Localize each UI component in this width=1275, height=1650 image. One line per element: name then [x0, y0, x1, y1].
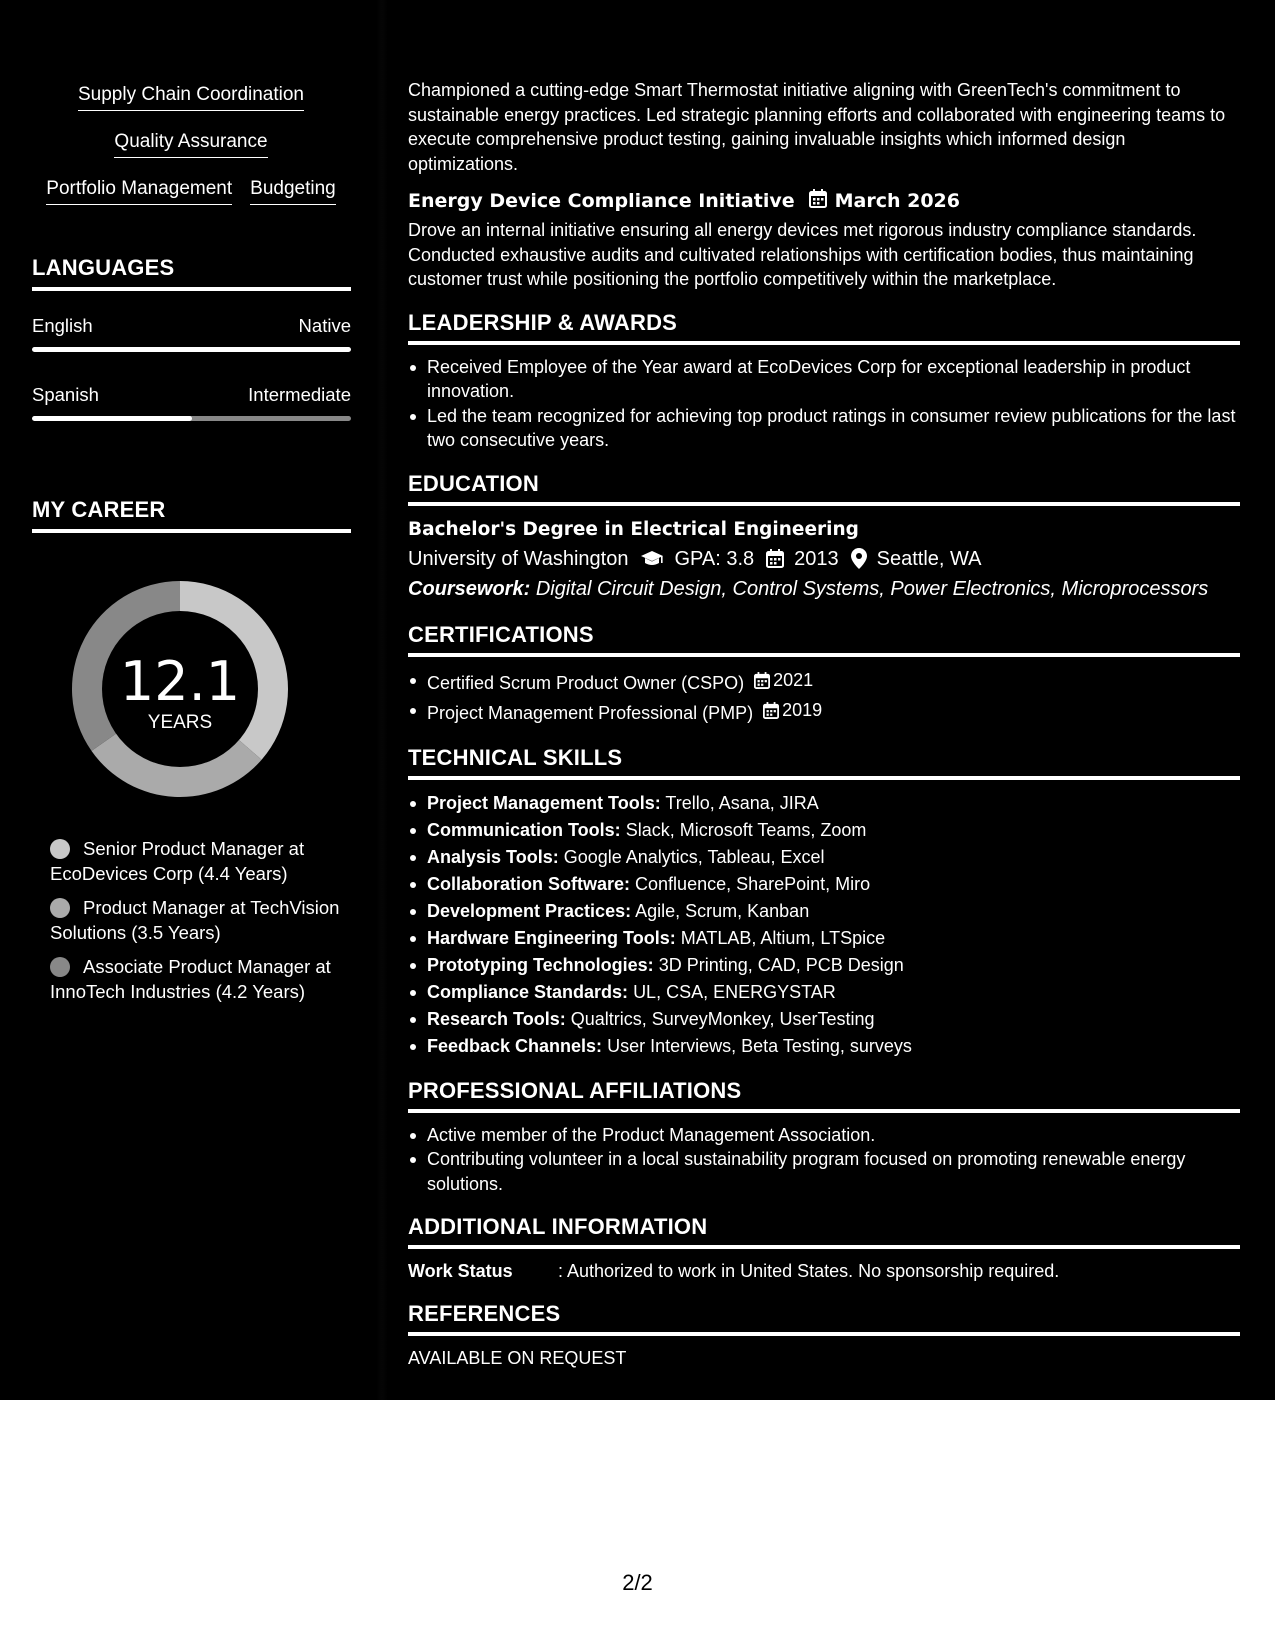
education-location: Seattle, WA	[876, 547, 982, 570]
language-level: Native	[298, 315, 351, 336]
technical-skills-heading: TECHNICAL SKILLS	[408, 745, 1240, 780]
references-text: AVAILABLE ON REQUEST	[408, 1348, 627, 1368]
career-dot-icon	[50, 957, 70, 977]
intro-paragraph: Championed a cutting-edge Smart Thermostat initiative aligning with GreenTech's commitment to sustainable energy practices. Led strategic planning efforts and collaborated with engineering teams to execute comprehensive product testing, gaining invaluable insights which informed design optimizations.	[408, 80, 1226, 174]
certifications-heading: CERTIFICATIONS	[408, 622, 1240, 657]
list-item	[408, 925, 1240, 952]
language-english	[32, 315, 351, 352]
education-degree: Bachelor's Degree in Electrical Engineering	[408, 518, 859, 540]
career-item	[50, 954, 340, 1004]
skill-label: Hardware Engineering Tools:	[427, 927, 676, 948]
skill-tag: Portfolio Management	[46, 178, 232, 205]
certification-year: 2021	[773, 669, 814, 690]
career-item-text: Associate Product Manager at InnoTech Industries (4.2 Years)	[50, 956, 331, 1002]
list-item: Active member of the Product Management Association.	[408, 1123, 1240, 1148]
skill-value: UL, CSA, ENERGYSTAR	[633, 981, 836, 1002]
language-level: Intermediate	[248, 384, 351, 405]
certification-year: 2019	[782, 699, 823, 720]
work-status-value: : Authorized to work in United States. No sponsorship required.	[558, 1261, 1060, 1281]
education-coursework	[408, 574, 1240, 604]
page-number: 2/2	[622, 1570, 653, 1595]
skill-label: Prototyping Technologies:	[427, 954, 654, 975]
list-item: Received Employee of the Year award at EcoDevices Corp for exceptional leadership in product innovation.	[408, 355, 1240, 404]
education-gpa: GPA: 3.8	[674, 547, 755, 570]
map-pin-icon	[851, 548, 867, 569]
leadership-list	[408, 355, 1240, 453]
list-item: Led the team recognized for achieving top product ratings in consumer review publications for the last two consecutive years.	[408, 404, 1240, 453]
main-column	[408, 78, 1240, 1371]
calendar-icon	[754, 672, 770, 689]
skill-value: MATLAB, Altium, LTSpice	[680, 927, 886, 948]
skill-label: Compliance Standards:	[427, 981, 629, 1002]
skill-tag: Supply Chain Coordination	[78, 84, 304, 111]
work-status-row	[408, 1259, 1240, 1283]
list-item	[408, 667, 1240, 697]
list-item	[408, 844, 1240, 871]
project-description: Drove an internal initiative ensuring all energy devices met rigorous industry compliance standards. Conducted exhaustive audits and cultivated relationships with certification bodies, thus maintaining customer trust while positioning the portfolio competitively within the marketplace.	[408, 220, 1197, 289]
skill-row	[32, 84, 350, 111]
skill-value: Confluence, SharePoint, Miro	[635, 873, 871, 894]
career-heading: MY CAREER	[32, 497, 351, 533]
career-list	[50, 836, 340, 1013]
career-total-years: 12.1	[119, 650, 241, 713]
language-proficiency-fill	[32, 347, 351, 352]
skill-row	[32, 131, 350, 158]
career-donut-chart	[65, 574, 295, 804]
list-item	[408, 952, 1240, 979]
career-item-text: Product Manager at TechVision Solutions (3.5 Years)	[50, 897, 340, 943]
skill-label: Collaboration Software:	[427, 873, 631, 894]
career-item	[50, 895, 340, 945]
skill-row	[32, 178, 350, 205]
skill-label: Analysis Tools:	[427, 846, 559, 867]
list-item	[408, 979, 1240, 1006]
certification-name: Certified Scrum Product Owner (CSPO)	[427, 672, 745, 693]
list-item	[408, 898, 1240, 925]
leadership-heading: LEADERSHIP & AWARDS	[408, 310, 1240, 345]
skill-label: Communication Tools:	[427, 819, 621, 840]
sidebar-divider	[376, 0, 388, 1400]
language-name: English	[32, 315, 93, 336]
skill-tag: Budgeting	[250, 178, 336, 205]
skill-value: Qualtrics, SurveyMonkey, UserTesting	[570, 1008, 875, 1029]
project-title: Energy Device Compliance Initiative	[408, 190, 795, 212]
calendar-icon	[766, 549, 784, 568]
references-heading: REFERENCES	[408, 1301, 1240, 1336]
skill-value: Trello, Asana, JIRA	[665, 792, 819, 813]
languages-heading: LANGUAGES	[32, 255, 351, 291]
affiliations-list	[408, 1123, 1240, 1197]
skill-value: Google Analytics, Tableau, Excel	[563, 846, 825, 867]
language-proficiency-bar	[32, 416, 351, 421]
coursework-label: Coursework:	[408, 577, 531, 600]
education-heading: EDUCATION	[408, 471, 1240, 506]
additional-info-heading: ADDITIONAL INFORMATION	[408, 1214, 1240, 1249]
graduation-cap-icon	[640, 550, 664, 568]
certification-name: Project Management Professional (PMP)	[427, 702, 754, 723]
skill-label: Research Tools:	[427, 1008, 566, 1029]
list-item	[408, 1006, 1240, 1033]
education-school: University of Washington	[408, 547, 629, 570]
technical-skills-list	[408, 790, 1240, 1060]
skill-tags	[32, 84, 350, 225]
skill-value: Slack, Microsoft Teams, Zoom	[625, 819, 867, 840]
skill-tag: Quality Assurance	[114, 131, 267, 158]
skill-value: Agile, Scrum, Kanban	[635, 900, 810, 921]
calendar-icon	[809, 189, 827, 213]
language-proficiency-bar	[32, 347, 351, 352]
skill-value: 3D Printing, CAD, PCB Design	[658, 954, 904, 975]
career-years-unit: YEARS	[147, 712, 213, 733]
calendar-icon	[763, 702, 779, 719]
career-item	[50, 836, 340, 886]
language-spanish	[32, 384, 351, 421]
certifications-list	[408, 667, 1240, 727]
skill-label: Project Management Tools:	[427, 792, 661, 813]
list-item	[408, 817, 1240, 844]
work-status-label: Work Status	[408, 1261, 513, 1281]
project-date: March 2026	[834, 190, 960, 212]
list-item: Contributing volunteer in a local sustainability program focused on promoting renewable energy solutions.	[408, 1147, 1240, 1196]
career-item-text: Senior Product Manager at EcoDevices Corp (4.4 Years)	[50, 838, 305, 884]
coursework-list: Digital Circuit Design, Control Systems, Power Electronics, Microprocessors	[535, 577, 1209, 600]
skill-value: User Interviews, Beta Testing, surveys	[607, 1035, 912, 1056]
list-item	[408, 790, 1240, 817]
language-name: Spanish	[32, 384, 99, 405]
project-title-row	[408, 189, 1240, 213]
list-item	[408, 871, 1240, 898]
skill-label: Development Practices:	[427, 900, 632, 921]
affiliations-heading: PROFESSIONAL AFFILIATIONS	[408, 1078, 1240, 1113]
education-details	[408, 544, 1240, 574]
career-dot-icon	[50, 839, 70, 859]
list-item	[408, 1033, 1240, 1060]
skill-label: Feedback Channels:	[427, 1035, 603, 1056]
education-year: 2013	[794, 547, 839, 570]
list-item	[408, 697, 1240, 727]
language-proficiency-fill	[32, 416, 192, 421]
career-dot-icon	[50, 898, 70, 918]
